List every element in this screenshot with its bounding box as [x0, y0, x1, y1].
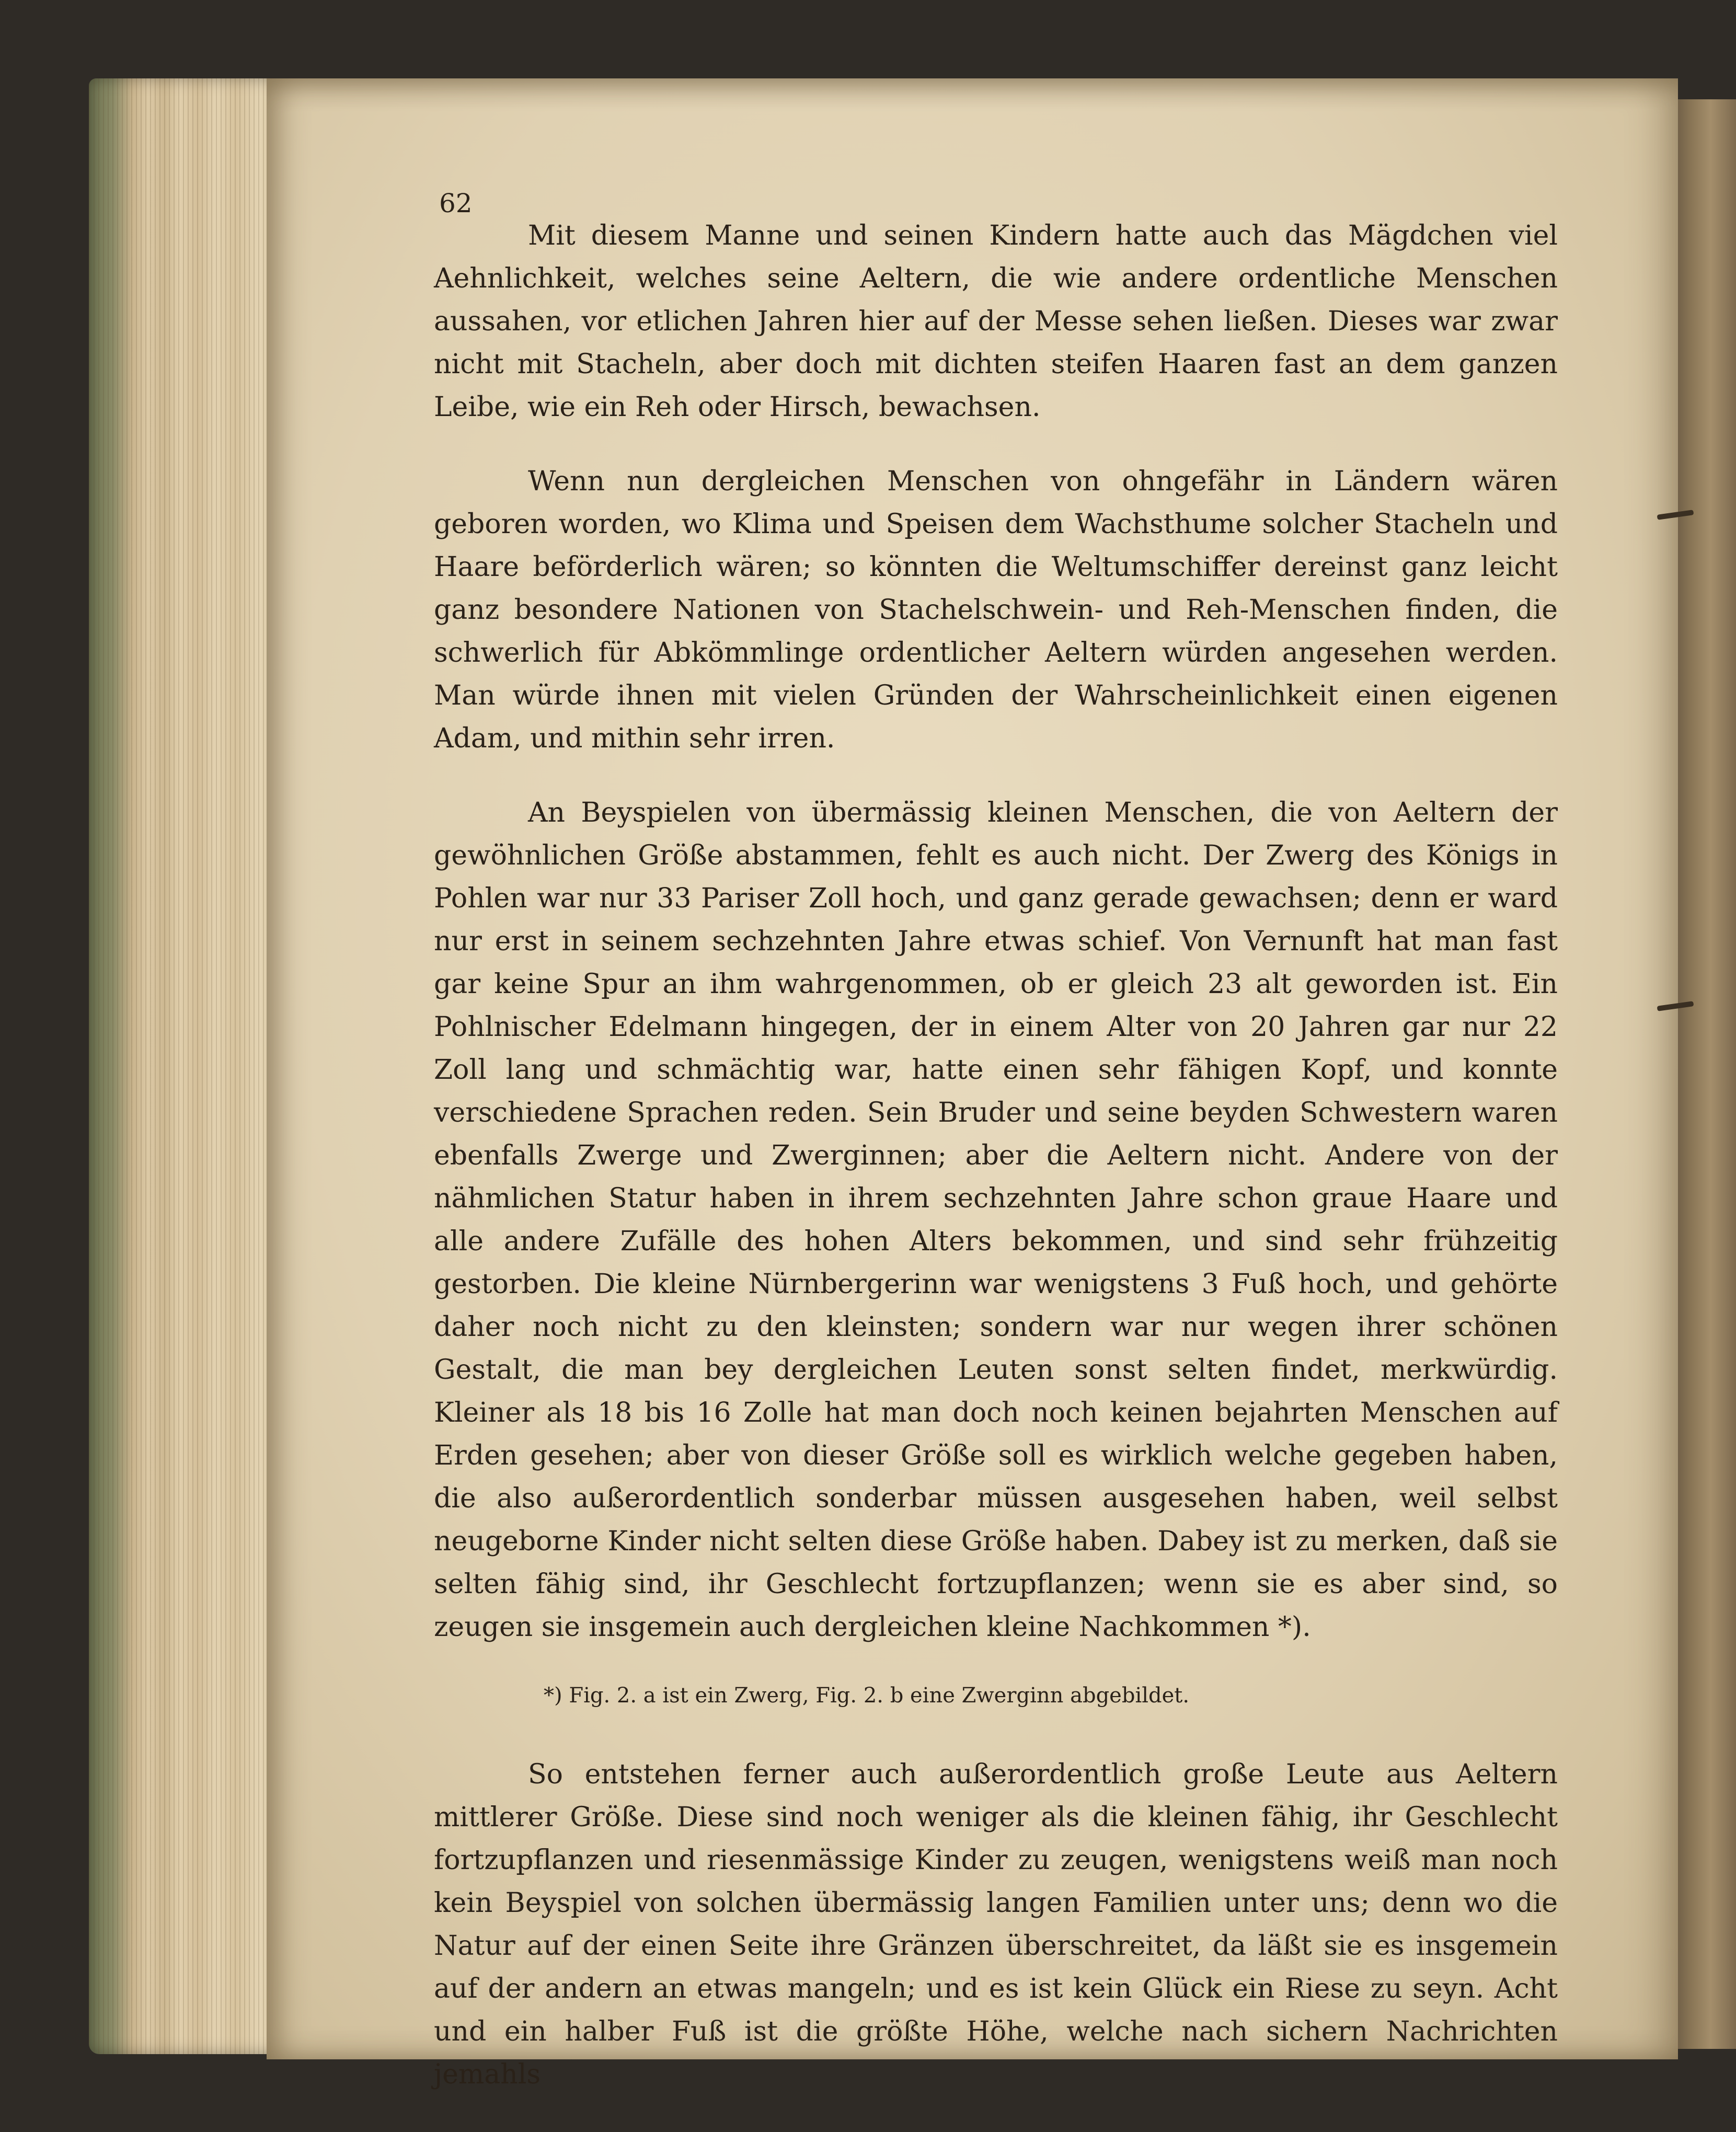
page-edges [89, 78, 288, 2054]
page-body [434, 214, 1558, 2127]
facing-page-edge [1673, 99, 1736, 2049]
paragraph-1: Mit diesem Manne und seinen Kindern hatte auch das Mägdchen viel Aehnlichkeit, welches seine Aeltern, die wie andere ordentliche Menschen aussahen, vor etlichen Jahren hier auf der Messe sehen ließen. Dieses war zwar nicht mit Stacheln, aber doch mit dichten steifen Haaren fast an dem ganzen Leibe, wie ein Reh oder Hirsch, bewachsen. [434, 220, 1558, 423]
book-page [267, 78, 1678, 2090]
paragraph-4: So entstehen ferner auch außerordentlich große Leute aus Aeltern mittlerer Größe. Diese sind noch weniger als die kleinen fähig, ihr Geschlecht fortzupflanzen und riesenmässige Kinder zu zeugen, wenigstens weiß man noch kein Beyspiel von solchen übermässig langen Familien unter uns; denn wo die Natur auf der einen Seite ihre Gränzen überschreitet, da läßt sie es insgemein auf der andern an etwas mangeln; und es ist kein Glück ein Riese zu seyn. Acht und ein halber Fuß ist die größte Höhe, welche nach sichern Nachrichten jemahls [434, 1759, 1558, 2090]
paragraph-3: An Beyspielen von übermässig kleinen Menschen, die von Aeltern der gewöhnlichen Größe abstammen, fehlt es auch nicht. Der Zwerg des Königs in Pohlen war nur 33 Pariser Zoll hoch, und ganz gerade gewachsen; denn er ward nur erst in seinem sechzehnten Jahre etwas schief. Von Vernunft hat man fast gar keine Spur an ihm wahrgenommen, ob er gleich 23 alt geworden ist. Ein Pohlnischer Edelmann hingegen, der in einem Alter von 20 Jahren gar nur 22 Zoll lang und schmächtig war, hatte einen sehr fähigen Kopf, und konnte verschiedene Sprachen reden. Sein Bruder und seine beyden Schwestern waren ebenfalls Zwerge und Zwerginnen; aber die Aeltern nicht. Andere von der nähmlichen Statur haben in ihrem sechzehnten Jahre schon graue Haare und alle andere Zufälle des hohen Alters bekommen, und sind sehr frühzeitig gestorben. Die kleine Nürnbergerinn war wenigstens 3 Fuß hoch, und gehörte daher noch nicht zu den kleinsten; sondern war nur wegen ihrer schönen Gestalt, die man bey dergleichen Leuten sonst selten findet, merkwürdig. Kleiner als 18 bis 16 Zolle hat man doch noch keinen bejahrten Menschen auf Erden gesehen; aber von dieser Größe soll es wirklich welche gegeben haben, die also außerordentlich sonderbar müssen ausgesehen haben, weil selbst neugeborne Kinder nicht selten diese Größe haben. Dabey ist zu merken, daß sie selten fähig sind, ihr Geschlecht fortzupflanzen; wenn sie es aber sind, so zeugen sie insgemein auch dergleichen kleine Nachkommen *). [434, 797, 1558, 1643]
footnote: *) Fig. 2. a ist ein Zwerg, Fig. 2. b eine Zwerginn abgebildet. [544, 1684, 1190, 1708]
paragraph-2: Wenn nun dergleichen Menschen von ohngefähr in Ländern wären geboren worden, wo Klima und Speisen dem Wachsthume solcher Stacheln und Haare beförderlich wären; so könnten die Weltumschiffer dereinst ganz leicht ganz besondere Nationen von Stachelschwein- und Reh-Menschen finden, die schwerlich für Abkömmlinge ordentlicher Aeltern würden angesehen werden. Man würde ihnen mit vielen Gründen der Wahrscheinlichkeit einen eigenen Adam, und mithin sehr irren. [434, 466, 1558, 754]
page-number: 62 [439, 188, 473, 218]
